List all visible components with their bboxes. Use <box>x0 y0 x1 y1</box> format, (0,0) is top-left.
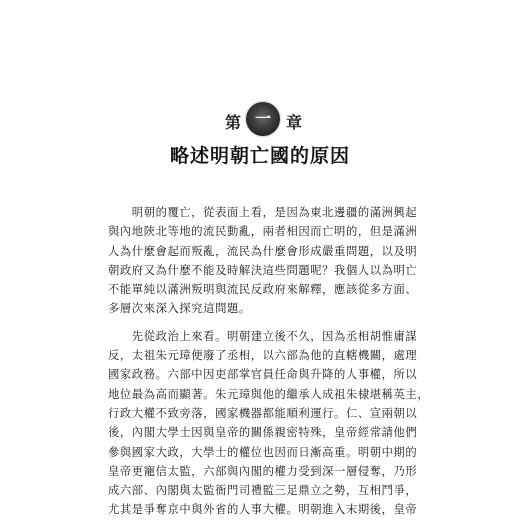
text-line: 地位最為高而顯著。朱元璋與他的繼承人成祖朱棣堪稱英主， <box>108 387 430 401</box>
paragraph <box>108 203 420 319</box>
chapter-suffix: 章 <box>286 113 303 132</box>
chapter-prefix: 第 <box>225 113 242 132</box>
text-line: 後，內閣大學士因與皇帝的關係親密特殊，皇帝經常請他們 <box>108 426 418 440</box>
text-line: 明朝的覆亡，從表面上看，是因為東北邊疆的滿洲興起 <box>108 206 418 219</box>
body-text <box>108 203 430 520</box>
text-line: 朝政府又為什麼不能及時解決這些問題呢？我個人以為明亡 <box>108 263 418 277</box>
text-line: 先從政治上來看。明朝建立後不久，因為丞相胡惟庸謀 <box>108 329 418 343</box>
chapter-title: 略述明朝亡國的原因 <box>169 145 350 167</box>
text-line: 國家政務。六部中因吏部掌官員任命與升降的人事權，所以 <box>108 368 418 382</box>
text-line: 參與國家大政，大學士的權位也因而日漸高重。明朝中期的 <box>108 445 418 459</box>
text-line: 多層次來深入探究這問題。 <box>108 302 251 316</box>
text-line: 人為什麼會起而叛亂，流民為什麼會形成嚴重問題，以及明 <box>108 244 418 258</box>
paragraph <box>108 327 430 520</box>
text-line: 皇帝更寵信太監，六部與內閣的權力受到深一層侵奪，乃形 <box>108 464 418 478</box>
chapter-number: 一 <box>254 109 271 128</box>
paragraph-gap <box>108 319 420 327</box>
text-line: 成六部、內閣與太監衙門司禮監三足鼎立之勢，互相鬥爭， <box>108 484 418 498</box>
text-line: 不能單純以滿洲叛明與流民反政府來解釋，應該從多方面、 <box>108 283 418 297</box>
chapter-number-badge <box>246 102 280 136</box>
text-line: 與內地陝北等地的流民動亂，兩者相因而亡明的，但是滿洲 <box>108 225 418 239</box>
chapter-heading <box>0 100 520 140</box>
text-line: 反，太祖朱元璋便廢了丞相，以六部為他的直轄機關，處理 <box>108 349 418 363</box>
text-line: 尤其是爭奪京中與外省的人事大權。明朝進入末期後，皇帝 <box>108 503 418 517</box>
text-line: 行政大權不致旁落，國家機器都能順利運行。仁、宣兩朝以 <box>108 406 418 420</box>
